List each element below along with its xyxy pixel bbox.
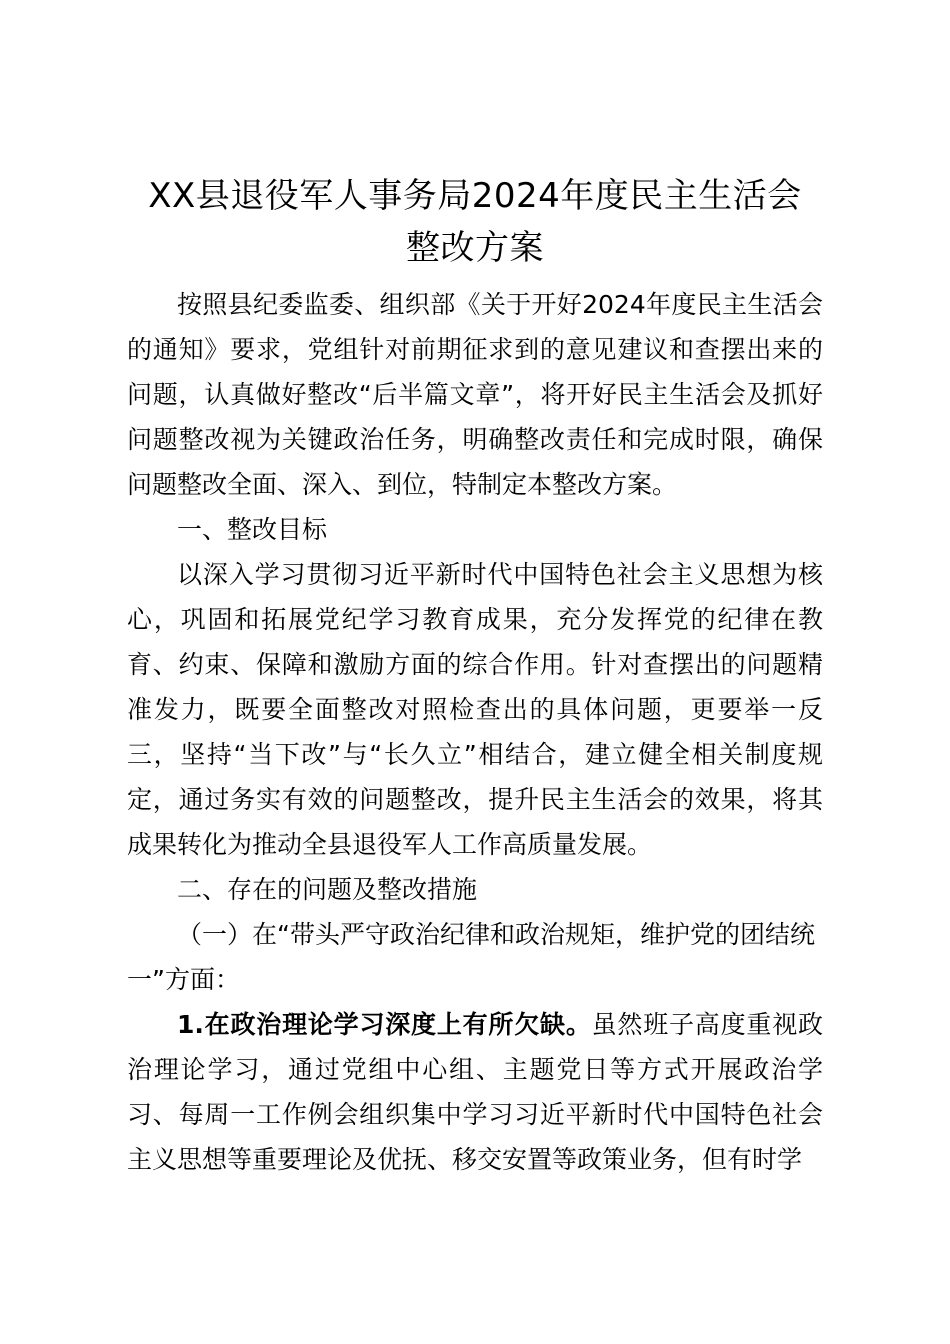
item-1-text: 虽然班子高度重视政治理论学习，通过党组中心组、主题党日等方式开展政治学习、每周一工作例会组织集中学习习近平新时代中国特色社会主义思想等重要理论及优抚、移交安置等政策业务，但有时学: [127, 1010, 823, 1174]
document-body: [127, 282, 823, 1182]
intro-paragraph: 按照县纪委监委、组织部《关于开好2024年度民主生活会的通知》要求，党组针对前期征求到的意见建议和查摆出来的问题，认真做好整改“后半篇文章”，将开好民主生活会及抓好问题整改视为关键政治任务，明确整改责任和完成时限，确保问题整改全面、深入、到位，特制定本整改方案。: [127, 290, 823, 499]
subsection-1-heading: （一）在“带头严守政治纪律和政治规矩，维护党的团结统一”方面：: [127, 920, 815, 994]
title-line-1: XX县退役军人事务局2024年度民主生活会: [148, 176, 802, 216]
section-1-heading: 一、整改目标: [177, 515, 328, 544]
section-2-heading: 二、存在的问题及整改措施: [177, 875, 478, 904]
section-1-paragraph: 以深入学习贯彻习近平新时代中国特色社会主义思想为核心，巩固和拓展党纪学习教育成果，充分发挥党的纪律在教育、约束、保障和激励方面的综合作用。针对查摆出的问题精准发力，既要全面整改对照检查出的具体问题，更要举一反三，坚持“当下改”与“长久立”相结合，建立健全相关制度规定，通过务实有效的问题整改，提升民主生活会的效果，将其成果转化为推动全县退役军人工作高质量发展。: [127, 560, 823, 859]
item-1-title: 1.在政治理论学习深度上有所欠缺。: [177, 1010, 592, 1039]
document-title: [107, 170, 843, 274]
item-1-paragraph: [127, 1002, 823, 1182]
document-page: [127, 170, 823, 1182]
title-line-2: 整改方案: [406, 228, 544, 268]
